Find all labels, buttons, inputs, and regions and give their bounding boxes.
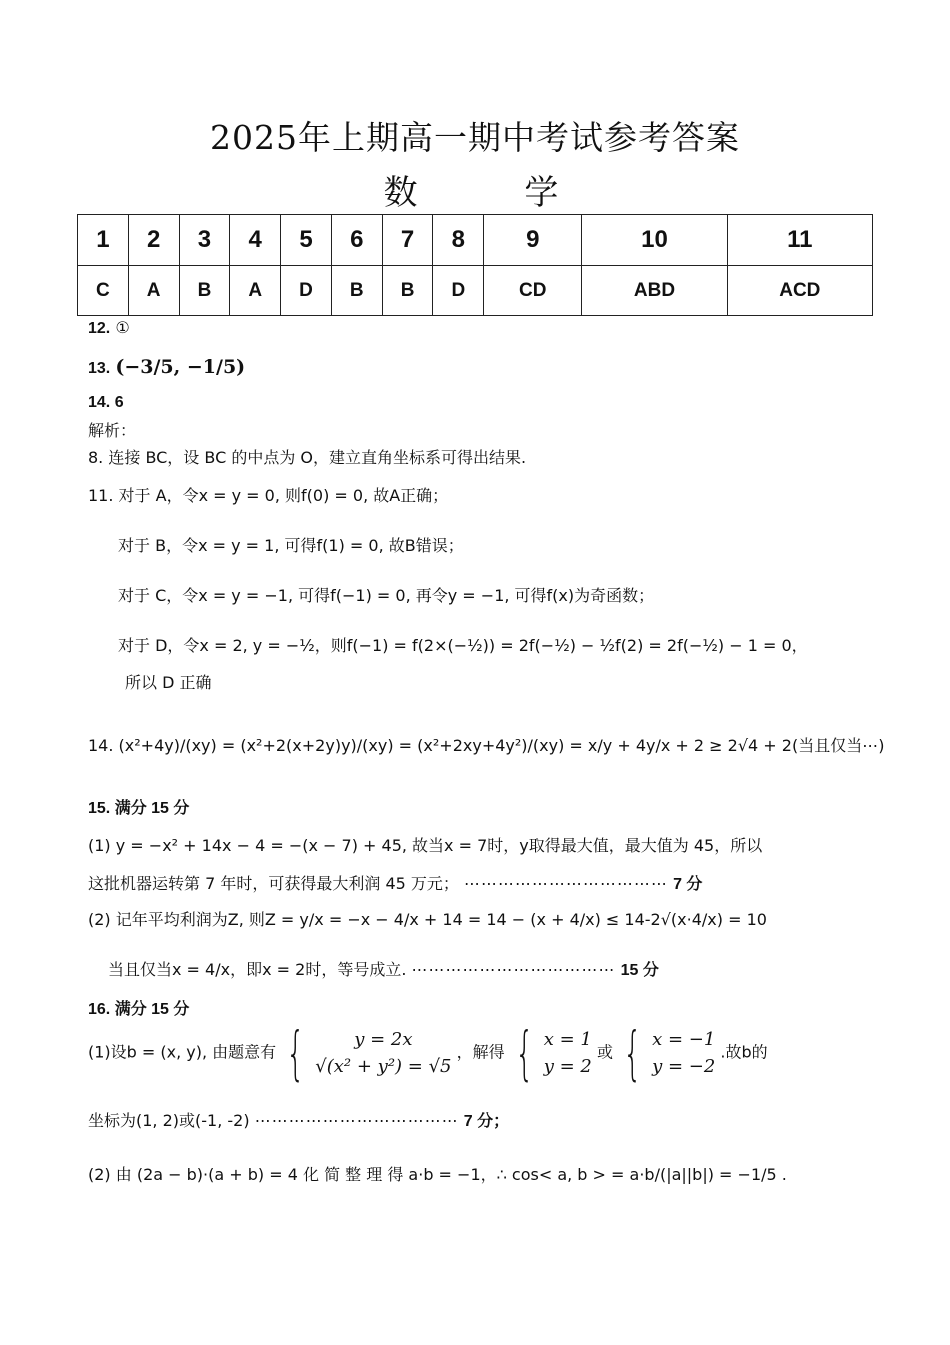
answer-choice: D xyxy=(281,266,332,316)
question-number: 4 xyxy=(230,215,281,266)
left-brace-icon: { xyxy=(514,1019,534,1087)
equation-system-1 xyxy=(315,1026,451,1080)
q16-part1-coordinates: 坐标为(1, 2)或(-1, -2) xyxy=(88,1111,250,1130)
q15-part2-line2 xyxy=(108,957,659,980)
answer-choice: C xyxy=(78,266,129,316)
q16-part2: (2) 由 (2a − b)·(a + b) = 4 化 简 整 理 得 a·b = −1，∴ cos< a, b > = a·b/(|a||b|) = −1/5 . xyxy=(88,1165,787,1184)
q15-part1-dots: ⋯⋯⋯⋯⋯⋯⋯⋯⋯⋯⋯⋯ xyxy=(463,874,668,893)
question-number: 8 xyxy=(433,215,484,266)
system2-eq2: y = 2 xyxy=(543,1056,592,1077)
q8-analysis: 8. 连接 BC，设 BC 的中点为 O，建立直角坐标系可得出结果. xyxy=(88,448,527,467)
q11-analysis-b: 对于 B，令x = y = 1, 可得f(1) = 0, 故B错误； xyxy=(118,536,464,555)
system1-eq2: √(x² + y²) = √5 xyxy=(315,1056,452,1077)
system2-eq1: x = 1 xyxy=(543,1029,592,1050)
q15-part2-line1: (2) 记年平均利润为Z, 则Z = y/x = −x − 4/x + 14 = 14 − (x + 4/x) ≤ 14-2√(x·4/x) = 10 xyxy=(88,910,767,929)
equation-system-3 xyxy=(652,1026,715,1080)
question-number: 10 xyxy=(582,215,727,266)
system1-eq1: y = 2x xyxy=(354,1029,413,1050)
q11-analysis-d-conclusion: 所以 D 正确 xyxy=(125,673,212,692)
q11-analysis-c: 对于 C，令x = y = −1, 可得f(−1) = 0, 再令y = −1, 可得f(x)为奇函数； xyxy=(118,586,655,605)
answer-choice: D xyxy=(433,266,484,316)
or-text: 或 xyxy=(596,1042,613,1062)
equation-system-2 xyxy=(544,1026,592,1080)
q16-part1-dots: ⋯⋯⋯⋯⋯⋯⋯⋯⋯⋯⋯⋯ xyxy=(254,1111,459,1130)
q15-part1-score: 7 分 xyxy=(673,876,703,893)
answer-table-header-row xyxy=(78,215,873,266)
q15-part1-line1: (1) y = −x² + 14x − 4 = −(x − 7) + 45, 故当x = 7时，y取得最大值，最大值为 45，所以 xyxy=(88,836,763,855)
answer-choice: CD xyxy=(484,266,582,316)
q16-part1-pre: (1)设b = (x, y), 由题意有 xyxy=(88,1042,277,1062)
answer-choice: A xyxy=(230,266,281,316)
q16-solve-text: ，解得 xyxy=(456,1042,505,1062)
answer-choice: ABD xyxy=(582,266,727,316)
q16-part1-line2 xyxy=(88,1108,509,1131)
analysis-heading: 解析： xyxy=(88,421,137,440)
q15-part1-line2 xyxy=(88,871,702,894)
q15-part2-dots: ⋯⋯⋯⋯⋯⋯⋯⋯⋯⋯⋯⋯ xyxy=(411,960,616,979)
q14-answer: 14. 6 xyxy=(88,394,124,411)
system3-eq2: y = −2 xyxy=(652,1056,716,1077)
q15-part2-score: 15 分 xyxy=(620,962,659,979)
question-number: 3 xyxy=(179,215,230,266)
question-number: 6 xyxy=(331,215,382,266)
question-number: 9 xyxy=(484,215,582,266)
q12-answer xyxy=(88,318,130,338)
q13-label: 13. xyxy=(88,360,111,377)
q16-part1-score: 7 分； xyxy=(463,1113,510,1130)
answer-table-choice-row xyxy=(78,266,873,316)
answer-table xyxy=(77,214,873,316)
answer-choice: B xyxy=(179,266,230,316)
answer-choice: A xyxy=(128,266,179,316)
q16-part1-line1 xyxy=(88,1019,768,1087)
system3-eq1: x = −1 xyxy=(652,1029,716,1050)
left-brace-icon: { xyxy=(286,1019,305,1087)
question-number: 7 xyxy=(382,215,433,266)
subject-title: 数 学 xyxy=(383,173,607,213)
q11-analysis-a: 11. 对于 A，令x = y = 0, 则f(0) = 0, 故A正确； xyxy=(88,486,449,505)
q15-part1-text: 这批机器运转第 7 年时，可获得最大利润 45 万元； xyxy=(88,874,459,893)
q11-analysis-d: 对于 D，令x = 2, y = −½，则f(−1) = f(2×(−½)) = 2f(−½) − ½f(2) = 2f(−½) − 1 = 0， xyxy=(118,636,808,655)
question-number: 2 xyxy=(128,215,179,266)
answer-choice: B xyxy=(382,266,433,316)
answer-choice: ACD xyxy=(727,266,872,316)
page-title: 2025年上期高一期中考试参考答案 xyxy=(210,118,740,157)
q12-label: 12. xyxy=(88,320,111,337)
q16-heading: 16. 满分 15 分 xyxy=(88,1001,190,1018)
answer-choice: B xyxy=(331,266,382,316)
question-number: 5 xyxy=(281,215,332,266)
q15-heading: 15. 满分 15 分 xyxy=(88,800,190,817)
q12-value: ① xyxy=(115,318,130,337)
question-number: 1 xyxy=(78,215,129,266)
q16-part1-post: .故b的 xyxy=(720,1042,768,1062)
q13-value: (−3/5, −1/5) xyxy=(115,356,246,378)
left-brace-icon: { xyxy=(623,1019,642,1087)
question-number: 11 xyxy=(727,215,872,266)
q13-answer xyxy=(88,356,245,378)
q15-part2-text: 当且仅当x = 4/x，即x = 2时，等号成立. xyxy=(108,960,407,979)
q14-analysis: 14. (x²+4y)/(xy) = (x²+2(x+2y)y)/(xy) = (x²+2xy+4y²)/(xy) = x/y + 4y/x + 2 ≥ 2√4 + 2(当且仅当⋯) xyxy=(88,736,885,755)
